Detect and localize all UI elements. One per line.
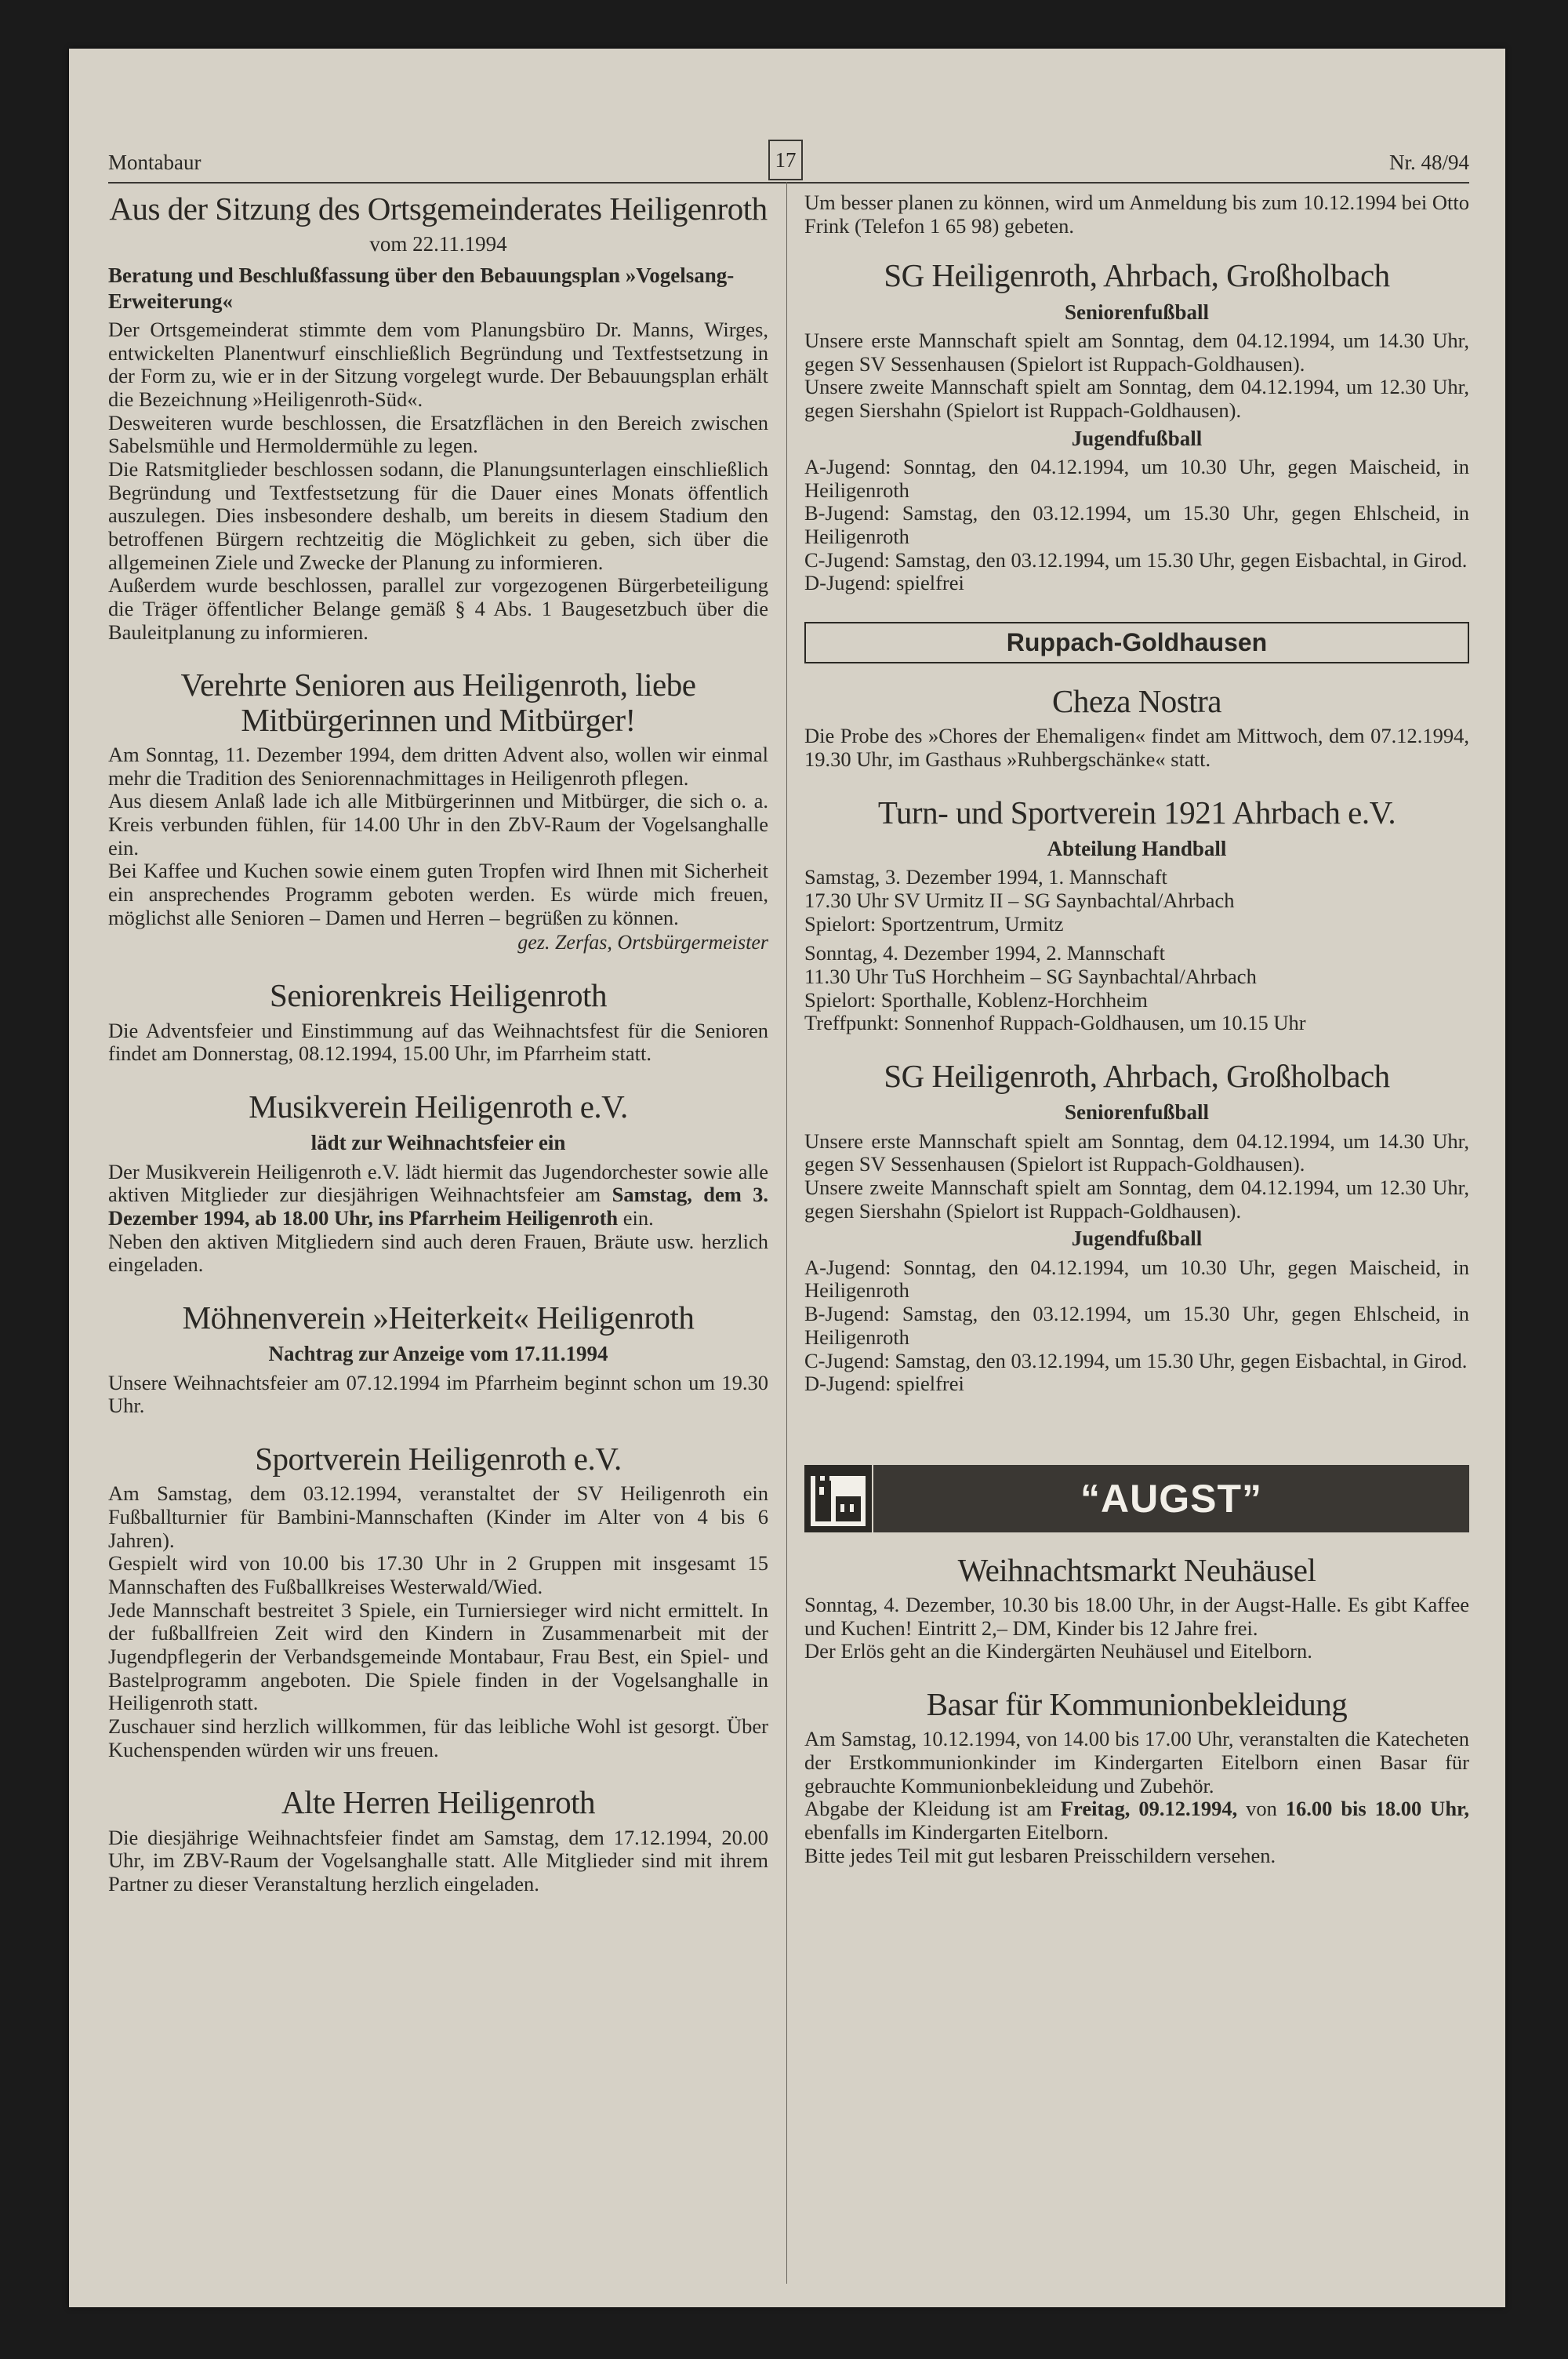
- schedule-line: 11.30 Uhr TuS Horchheim – SG Saynbachtal/Ahrbach: [804, 965, 1257, 989]
- paragraph: Unsere Weihnachtsfeier am 07.12.1994 im Pfarrheim beginnt schon um 19.30 Uhr.: [108, 1370, 768, 1418]
- signature: gez. Zerfas, Ortsbürgermeister: [517, 931, 768, 954]
- schedule-line: Spielort: Sportzentrum, Urmitz: [804, 911, 1064, 936]
- article-subtitle: Beratung und Beschlußfassung über den Bebauungsplan »Vogelsang-Erweiterung«: [108, 264, 735, 313]
- article-title-moehnenverein: Möhnenverein »Heiterkeit« Heiligenroth: [182, 1299, 695, 1336]
- article-subtitle: lädt zur Weihnachtsfeier ein: [310, 1131, 566, 1155]
- paragraph: Am Samstag, dem 03.12.1994, veranstaltet der SV Heiligenroth ein Fußballturnier für Bambini-Mannschaften (Kinder im Alter von 4 bis 6 Jahren).: [108, 1481, 768, 1552]
- column-divider: [786, 182, 787, 2284]
- article-subtitle: Jugendfußball: [1071, 426, 1203, 450]
- augst-title: “AUGST”: [873, 1465, 1469, 1532]
- schedule-line: Sonntag, 4. Dezember 1994, 2. Mannschaft: [804, 941, 1165, 965]
- paragraph: Unsere zweite Mannschaft spielt am Sonntag, dem 04.12.1994, um 12.30 Uhr, gegen Siershahn (Spielort ist Ruppach-Goldhausen).: [804, 375, 1469, 423]
- paragraph: Gespielt wird von 10.00 bis 17.30 Uhr in 2 Gruppen mit insgesamt 15 Mannschaften des Fußballkreises Westerwald/Wied.: [108, 1551, 768, 1598]
- paragraph: Aus diesem Anlaß lade ich alle Mitbürgerinnen und Mitbürger, die sich o. a. Kreis verbunden fühlen, für 14.00 Uhr in den ZbV-Raum der Vogelsanghalle ein.: [108, 789, 768, 860]
- article-title-sportverein: Sportverein Heiligenroth e.V.: [255, 1440, 622, 1477]
- article-title-ortsgemeinderat: Aus der Sitzung des Ortsgemeinderates Heiligenroth: [109, 191, 768, 227]
- article-title-alte-herren: Alte Herren Heiligenroth: [281, 1784, 596, 1821]
- paragraph: Am Samstag, 10.12.1994, von 14.00 bis 17.00 Uhr, veranstalten die Katecheten der Erstkommunionkinder im Kindergarten Eitelborn einen Basar für gebrauchte Kommunionbekleidung und Zubehör.: [804, 1727, 1469, 1797]
- schedule-line: 17.30 Uhr SV Urmitz II – SG Saynbachtal/Ahrbach: [804, 889, 1235, 913]
- article-title-sg-heiligenroth: SG Heiligenroth, Ahrbach, Großholbach: [884, 257, 1390, 294]
- article-subtitle: Seniorenfußball: [1064, 300, 1210, 324]
- paragraph: A-Jugend: Sonntag, den 04.12.1994, um 10.30 Uhr, gegen Maischeid, in Heiligenroth: [804, 455, 1469, 502]
- paragraph: Jede Mannschaft bestreitet 3 Spiele, ein Turniersieger wird nicht ermittelt. In der fußballfreien Zeit wird den Kindern in Zusammenarbeit mit der Jugendpflegerin der Verbandsgemeinde Montabaur, Frau Best, ein Spiel- und Bastelprogramm angeboten. Die Spiele finden in der Vogelsanghalle in Heiligenroth statt.: [108, 1598, 768, 1715]
- article-title-basar: Basar für Kommunionbekleidung: [926, 1686, 1348, 1723]
- section-header-ruppach-goldhausen: Ruppach-Goldhausen: [804, 622, 1469, 663]
- paragraph: C-Jugend: Samstag, den 03.12.1994, um 15.30 Uhr, gegen Eisbachtal, in Girod.: [804, 547, 1468, 572]
- paragraph: Desweiteren wurde beschlossen, die Ersatzflächen in den Bereich zwischen Sabelsmühle und Hermoldermühle zu legen.: [108, 410, 768, 458]
- article-subtitle: Abteilung Handball: [1047, 836, 1227, 860]
- paragraph: Unsere erste Mannschaft spielt am Sonntag, dem 04.12.1994, um 14.30 Uhr, gegen SV Sessenhausen (Spielort ist Ruppach-Goldhausen).: [804, 329, 1469, 376]
- paragraph: C-Jugend: Samstag, den 03.12.1994, um 15.30 Uhr, gegen Eisbachtal, in Girod.: [804, 1348, 1468, 1372]
- paragraph: Sonntag, 4. Dezember, 10.30 bis 18.00 Uhr, in der Augst-Halle. Es gibt Kaffee und Kuchen! Eintritt 2,– DM, Kinder bis 12 Jahre frei.: [804, 1593, 1469, 1640]
- paragraph: Der Musikverein Heiligenroth e.V. lädt hiermit das Jugendorchester sowie alle aktiven Mitglieder zur diesjährigen Weihnachtsfeier am Samstag, dem 3. Dezember 1994, ab 18.00 Uhr, ins Pfarrheim Heiligenroth ein.: [108, 1159, 768, 1230]
- article-title-weihnachtsmarkt: Weihnachtsmarkt Neuhäusel: [957, 1551, 1316, 1588]
- article-subtitle: Seniorenfußball: [1064, 1100, 1210, 1125]
- castle-icon: [804, 1465, 872, 1532]
- article-title-seniorenkreis: Seniorenkreis Heiligenroth: [270, 977, 607, 1014]
- paragraph: Zuschauer sind herzlich willkommen, für das leibliche Wohl ist gesorgt. Über Kuchenspenden würden wir uns freuen.: [108, 1714, 768, 1761]
- paragraph: Der Erlös geht an die Kindergärten Neuhäusel und Eitelborn.: [804, 1639, 1312, 1663]
- paragraph: Neben den aktiven Mitgliedern sind auch deren Frauen, Bräute usw. herzlich eingeladen.: [108, 1229, 768, 1277]
- paragraph: Abgabe der Kleidung ist am Freitag, 09.12.1994, von 16.00 bis 18.00 Uhr, ebenfalls im Kindergarten Eitelborn.: [804, 1797, 1470, 1845]
- paragraph: Am Sonntag, 11. Dezember 1994, dem dritten Advent also, wollen wir einmal mehr die Tradition des Seniorennachmittages in Heiligenroth pflegen.: [108, 742, 768, 790]
- paragraph: Die Adventsfeier und Einstimmung auf das Weihnachtsfest für die Senioren findet am Donnerstag, 08.12.1994, 15.00 Uhr, im Pfarrheim statt.: [108, 1018, 768, 1066]
- paragraph: D-Jugend: spielfrei: [804, 571, 964, 595]
- paragraph: A-Jugend: Sonntag, den 04.12.1994, um 10.30 Uhr, gegen Maischeid, in Heiligenroth: [804, 1255, 1469, 1303]
- paragraph: Die Probe des »Chores der Ehemaligen« findet am Mittwoch, dem 07.12.1994, 19.30 Uhr, im Gasthaus »Ruhbergschänke« statt.: [804, 724, 1469, 772]
- page-number: 17: [768, 140, 803, 180]
- article-title-cheza-nostra: Cheza Nostra: [1052, 683, 1221, 720]
- right-column: [804, 191, 1469, 1867]
- article-title-sg-heiligenroth-2: SG Heiligenroth, Ahrbach, Großholbach: [884, 1058, 1390, 1095]
- paragraph: Bitte jedes Teil mit gut lesbaren Preisschildern versehen.: [804, 1843, 1276, 1867]
- paragraph: Um besser planen zu können, wird um Anmeldung bis zum 10.12.1994 bei Otto Frink (Telefon 1 65 98) gebeten.: [804, 191, 1469, 238]
- page-header: [108, 141, 1469, 184]
- paragraph: Unsere zweite Mannschaft spielt am Sonntag, dem 04.12.1994, um 12.30 Uhr, gegen Siershahn (Spielort ist Ruppach-Goldhausen).: [804, 1176, 1469, 1223]
- paragraph: Außerdem wurde beschlossen, parallel zur vorgezogenen Bürgerbeteiligung die Träger öffentlicher Belange gemäß § 4 Abs. 1 Baugesetzbuch über die Bauleitplanung zu informieren.: [108, 573, 768, 644]
- paragraph: D-Jugend: spielfrei: [804, 1372, 964, 1396]
- header-location: Montabaur: [108, 151, 201, 174]
- schedule-line: Samstag, 3. Dezember 1994, 1. Mannschaft: [804, 865, 1167, 889]
- paragraph: Bei Kaffee und Kuchen sowie einem guten Tropfen wird Ihnen mit Sicherheit ein ansprechendes Programm geboten werden. Es würde mich freuen, möglichst alle Senioren – Damen und Herren – begrüßen zu können.: [108, 859, 768, 929]
- paragraph: Unsere erste Mannschaft spielt am Sonntag, dem 04.12.1994, um 14.30 Uhr, gegen SV Sessenhausen (Spielort ist Ruppach-Goldhausen).: [804, 1129, 1469, 1176]
- article-title-senioren: Verehrte Senioren aus Heiligenroth, liebe Mitbürgerinnen und Mitbürger!: [180, 667, 696, 738]
- augst-banner: [804, 1465, 1469, 1532]
- article-subtitle: Nachtrag zur Anzeige vom 17.11.1994: [268, 1342, 608, 1366]
- schedule-line: Spielort: Sporthalle, Koblenz-Horchheim: [804, 987, 1148, 1012]
- paragraph: Der Ortsgemeinderat stimmte dem vom Planungsbüro Dr. Manns, Wirges, entwickelten Planentwurf einschließlich Begründung und Textfestsetzung in der Form zu, wie er in der Sitzung vorgelegt wurde. Der Bebauungsplan erhält die Bezeichnung »Heiligenroth-Süd«.: [108, 318, 768, 412]
- left-column: [108, 191, 768, 1896]
- article-title-turn-sportverein: Turn- und Sportverein 1921 Ahrbach e.V.: [877, 794, 1396, 831]
- paragraph: Die Ratsmitglieder beschlossen sodann, die Planungsunterlagen einschließlich Begründung und Textfestsetzung für die Dauer eines Monats öffentlich auszulegen. Dies insbesondere deshalb, um bereits in diesem Stadium den betroffenen Bürgern rechtzeitig die Möglichkeit zu geben, sich über die allgemeinen Ziele und Zwecke der Planung zu informieren.: [108, 457, 768, 574]
- issue-number: Nr. 48/94: [1388, 151, 1469, 174]
- article-subtitle: Jugendfußball: [1071, 1227, 1203, 1251]
- paragraph: Die diesjährige Weihnachtsfeier findet am Samstag, dem 17.12.1994, 20.00 Uhr, im ZBV-Raum der Vogelsanghalle statt. Alle Mitglieder sind mit ihrem Partner zu dieser Veranstaltung herzlich eingeladen.: [108, 1825, 768, 1896]
- schedule-line: Treffpunkt: Sonnenhof Ruppach-Goldhausen, um 10.15 Uhr: [804, 1011, 1306, 1035]
- paragraph: B-Jugend: Samstag, den 03.12.1994, um 15.30 Uhr, gegen Ehlscheid, in Heiligenroth: [804, 501, 1469, 549]
- article-date: vom 22.11.1994: [369, 232, 507, 256]
- paragraph: B-Jugend: Samstag, den 03.12.1994, um 15.30 Uhr, gegen Ehlscheid, in Heiligenroth: [804, 1302, 1469, 1349]
- article-title-musikverein: Musikverein Heiligenroth e.V.: [249, 1088, 628, 1125]
